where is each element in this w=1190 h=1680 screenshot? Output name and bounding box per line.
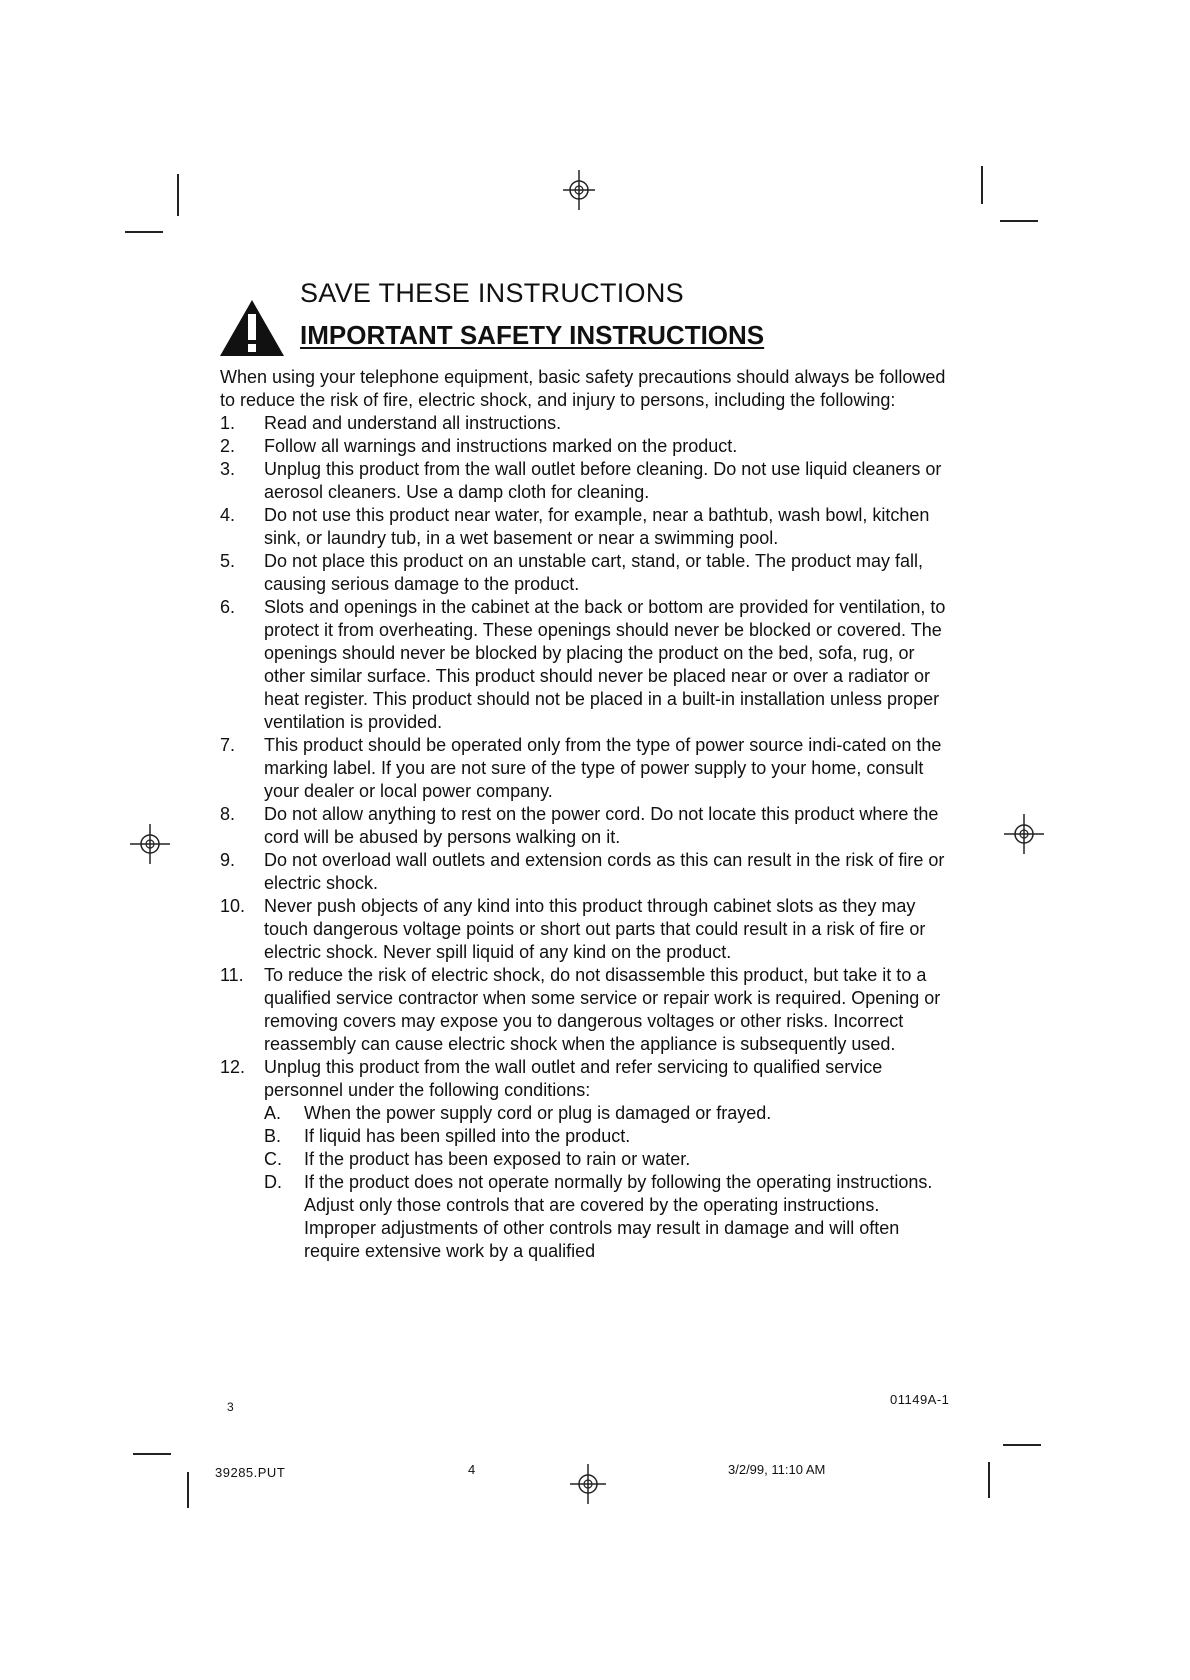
sub-item-letter: D.: [264, 1172, 282, 1192]
item-text: Do not overload wall outlets and extension cords as this can result in the risk of fire or electric shock.: [264, 850, 945, 893]
sub-item-text: If the product has been exposed to rain or water.: [304, 1149, 691, 1169]
item-text: Read and understand all instructions.: [264, 413, 562, 433]
sub-item-letter: A.: [264, 1103, 282, 1123]
instructions-body: [220, 366, 948, 1263]
print-timestamp: 3/2/99, 11:10 AM: [728, 1462, 826, 1477]
item-number: 2.: [220, 436, 236, 456]
item-text: This product should be operated only from the type of power source indi-cated on the marking label. If you are not sure of the type of power supply to your home, consult your dealer or local power company.: [264, 735, 942, 801]
item-text: Do not place this product on an unstable cart, stand, or table. The product may fall, causing serious damage to the product.: [264, 551, 924, 594]
list-item: [220, 435, 948, 458]
crop-mark: [1003, 1444, 1041, 1446]
item-number: 9.: [220, 850, 236, 870]
intro-paragraph: When using your telephone equipment, basic safety precautions should always be followed to reduce the risk of fire, electric shock, and injury to persons, including the following:: [220, 367, 946, 410]
sub-item-text: If the product does not operate normally by following the operating instructions. Adjust only those controls that are covered by the operating instructions. Improper adjustments of other controls may result in damage and will often require extensive work by a qualified: [304, 1172, 933, 1261]
registration-mark-icon: [570, 1464, 606, 1504]
list-item: [220, 803, 948, 849]
crop-mark: [177, 174, 179, 216]
sub-list-item: [264, 1125, 948, 1148]
item-number: 4.: [220, 505, 236, 525]
item-text: Do not allow anything to rest on the power cord. Do not locate this product where the cord will be abused by persons walking on it.: [264, 804, 939, 847]
sub-item-letter: C.: [264, 1149, 282, 1169]
warning-triangle-icon: [218, 298, 286, 358]
document-code: 01149A-1: [890, 1392, 950, 1407]
sub-item-text: If liquid has been spilled into the product.: [304, 1126, 631, 1146]
sub-list-item: [264, 1171, 948, 1263]
list-item: [220, 849, 948, 895]
sub-list-item: [264, 1102, 948, 1125]
item-text: Unplug this product from the wall outlet and refer servicing to qualified service personnel under the following conditions:: [264, 1057, 883, 1100]
page-number: 4: [468, 1462, 476, 1477]
crop-mark: [187, 1472, 189, 1508]
crop-mark: [133, 1453, 171, 1455]
sub-item-text: When the power supply cord or plug is damaged or frayed.: [304, 1103, 772, 1123]
crop-mark: [1000, 220, 1038, 222]
safety-list: [220, 412, 948, 1263]
item-number: 7.: [220, 735, 236, 755]
instructions-header: [218, 278, 918, 358]
list-item: [220, 895, 948, 964]
list-item: [220, 596, 948, 734]
list-item: [220, 1056, 948, 1263]
item-number: 10.: [220, 896, 246, 916]
list-item: [220, 504, 948, 550]
crop-mark: [981, 166, 983, 204]
item-number: 6.: [220, 597, 236, 617]
item-number: 11.: [220, 965, 244, 985]
list-item: [220, 964, 948, 1056]
registration-mark-icon: [130, 824, 170, 864]
item-text: To reduce the risk of electric shock, do not disassemble this product, but take it to a qualified service contractor when some service or repair work is required. Opening or removing covers may expose you to dangerous voltages or other risks. Incorrect reassembly can cause electric shock when the appliance is subsequently used.: [264, 965, 941, 1054]
list-item: [220, 734, 948, 803]
small-mark: 3: [227, 1400, 234, 1414]
list-item: [220, 550, 948, 596]
item-text: Never push objects of any kind into this product through cabinet slots as they may touch dangerous voltage points or short out parts that could result in a risk of fire or electric shock. Never spill liquid of any kind on the product.: [264, 896, 926, 962]
file-name: 39285.PUT: [215, 1465, 286, 1480]
condition-list: [264, 1102, 948, 1263]
save-instructions-title: SAVE THESE INSTRUCTIONS: [300, 278, 684, 308]
crop-mark: [988, 1462, 990, 1498]
sub-list-item: [264, 1148, 948, 1171]
registration-mark-icon: [563, 170, 595, 210]
item-number: 8.: [220, 804, 236, 824]
registration-mark-icon: [1004, 814, 1044, 854]
important-safety-title: IMPORTANT SAFETY INSTRUCTIONS: [300, 320, 765, 350]
item-number: 5.: [220, 551, 236, 571]
list-item: [220, 412, 948, 435]
item-number: 1.: [220, 413, 236, 433]
sub-item-letter: B.: [264, 1126, 282, 1146]
crop-mark: [125, 231, 163, 233]
item-number: 3.: [220, 459, 236, 479]
list-item: [220, 458, 948, 504]
item-text: Follow all warnings and instructions marked on the product.: [264, 436, 738, 456]
item-text: Unplug this product from the wall outlet before cleaning. Do not use liquid cleaners or aerosol cleaners. Use a damp cloth for cleaning.: [264, 459, 942, 502]
item-number: 12.: [220, 1057, 246, 1077]
item-text: Do not use this product near water, for example, near a bathtub, wash bowl, kitchen sink, or laundry tub, in a wet basement or near a swimming pool.: [264, 505, 930, 548]
item-text: Slots and openings in the cabinet at the back or bottom are provided for ventilation, to protect it from overheating. These openings should never be blocked or covered. The openings should never be blocked by placing the product on the bed, sofa, rug, or other similar surface. This product should never be placed near or over a radiator or heat register. This product should not be placed in a built-in installation unless proper ventilation is provided.: [264, 597, 946, 732]
